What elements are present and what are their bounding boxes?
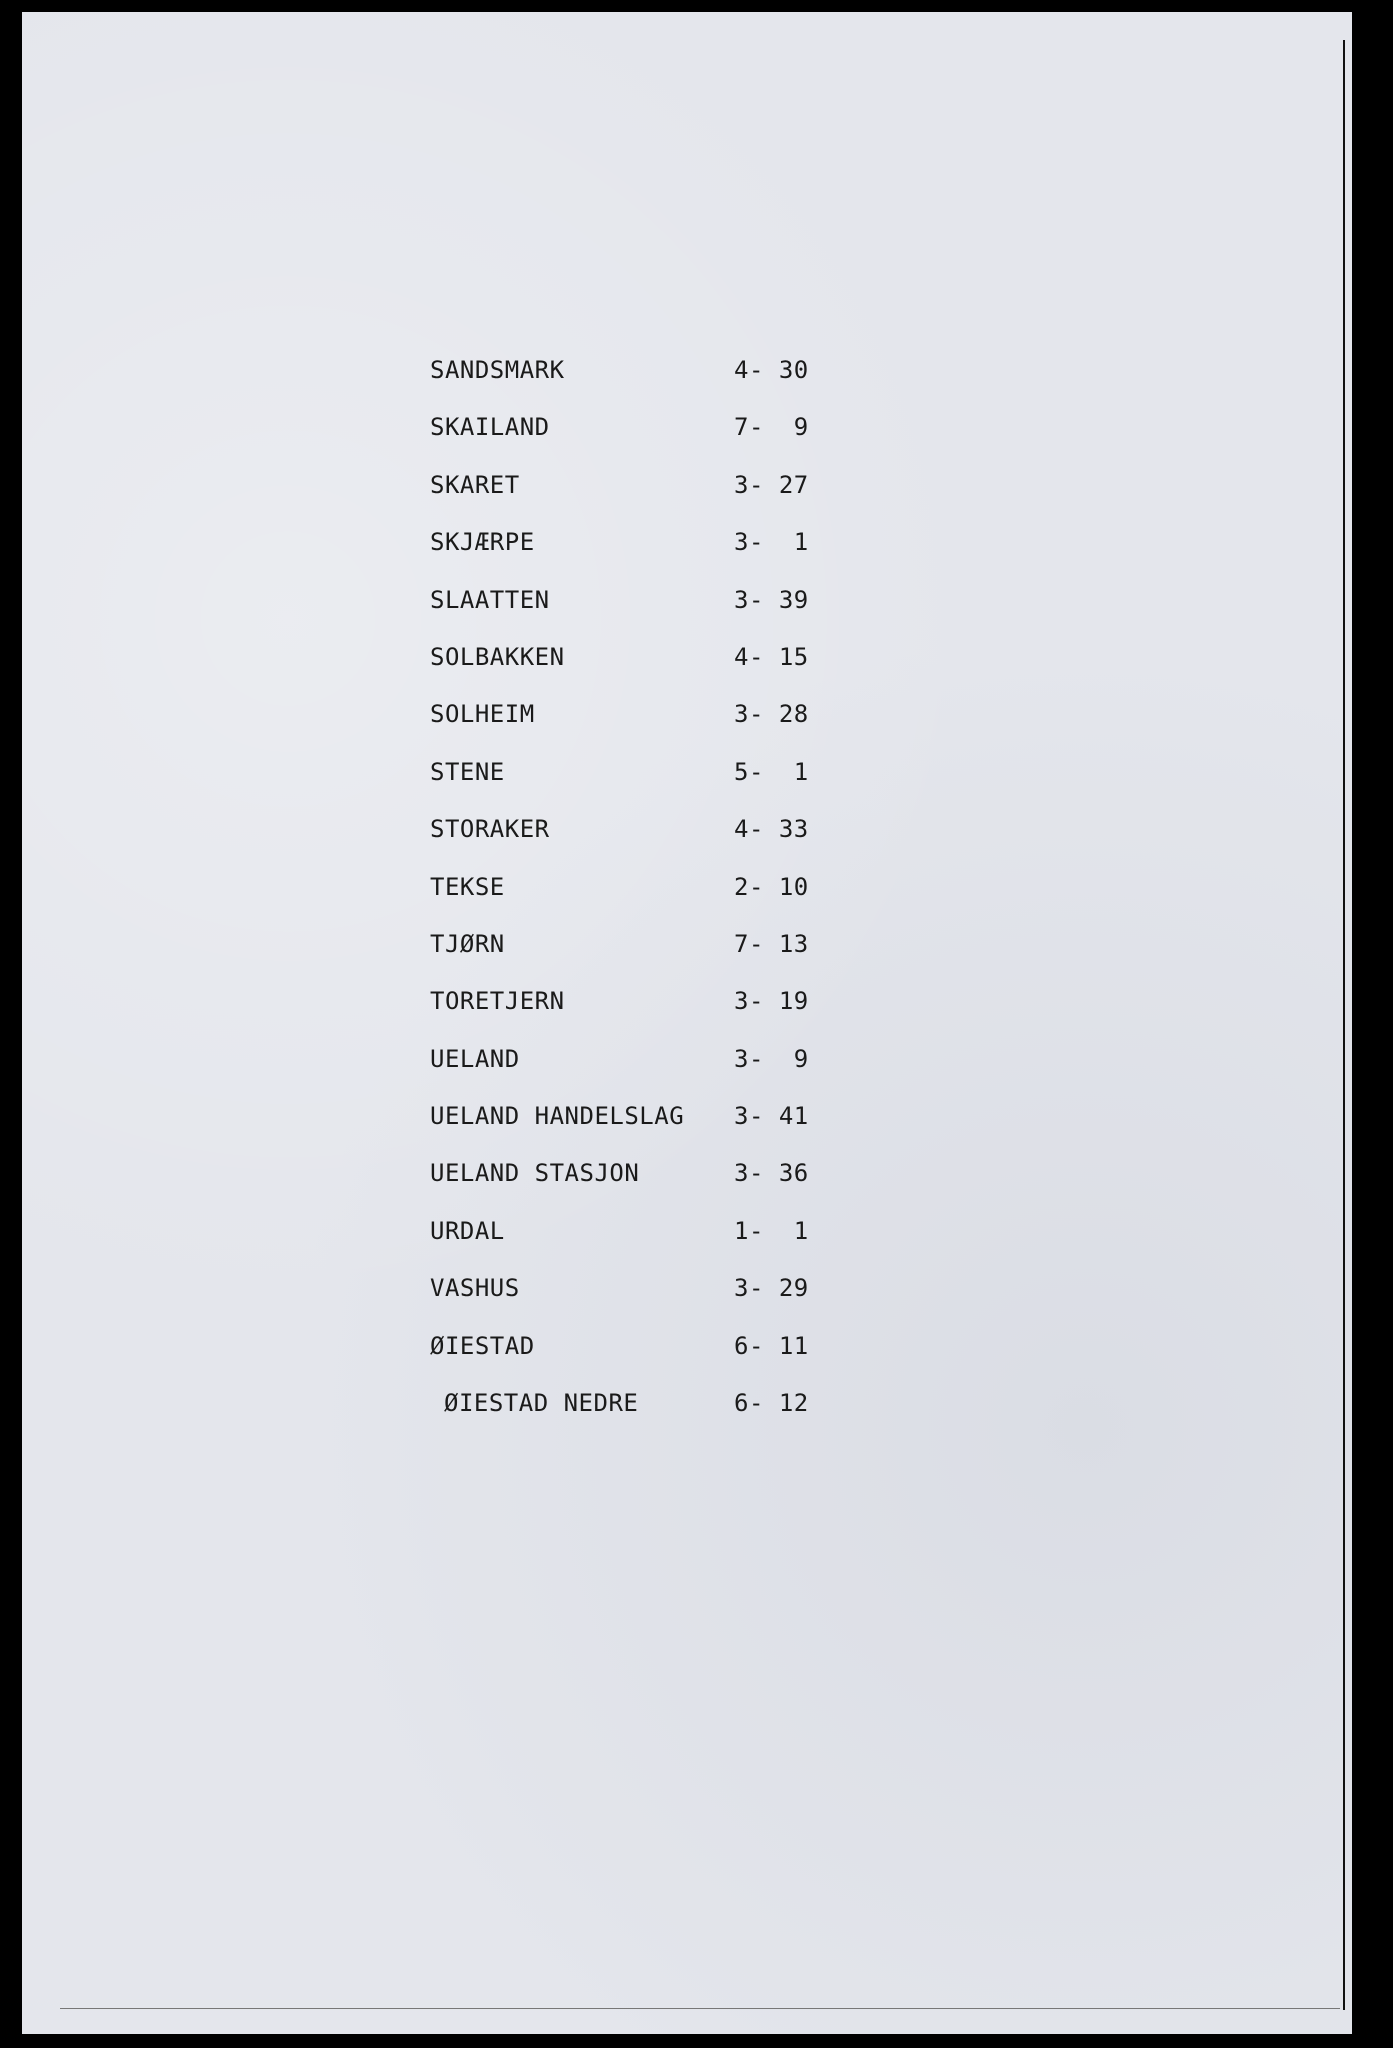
entry-name: TORETJERN: [430, 987, 565, 1016]
entry-name: SKAILAND: [430, 413, 550, 442]
list-item: [430, 352, 850, 409]
entry-reference: 1- 1: [734, 1216, 809, 1245]
list-item: [430, 1213, 850, 1270]
entry-name: VASHUS: [430, 1274, 520, 1303]
list-item: [430, 696, 850, 753]
list-item: [430, 869, 850, 926]
list-item: [430, 983, 850, 1040]
entry-name: TJØRN: [430, 929, 505, 958]
entry-reference: 3- 29: [734, 1274, 809, 1303]
entry-name: SKJÆRPE: [430, 528, 535, 557]
list-item: [430, 467, 850, 524]
entry-reference: 3- 19: [734, 987, 809, 1016]
entry-name: ØIESTAD: [430, 1331, 535, 1360]
list-item: [430, 639, 850, 696]
list-item: [430, 524, 850, 581]
list-item: [430, 409, 850, 466]
entry-reference: 4- 15: [734, 642, 809, 671]
entry-name: STORAKER: [430, 815, 550, 844]
list-item: [430, 582, 850, 639]
entry-name: ØIESTAD NEDRE: [444, 1389, 639, 1418]
entry-reference: 3- 27: [734, 470, 809, 499]
entry-reference: 4- 33: [734, 815, 809, 844]
entry-reference: 3- 41: [734, 1102, 809, 1131]
entry-reference: 4- 30: [734, 356, 809, 384]
entry-reference: 2- 10: [734, 872, 809, 901]
entry-reference: 3- 28: [734, 700, 809, 729]
entry-reference: 3- 9: [734, 1044, 809, 1073]
entry-name: SOLHEIM: [430, 700, 535, 729]
entry-name: SKARET: [430, 470, 520, 499]
entry-reference: 6- 12: [734, 1389, 809, 1418]
entry-name: URDAL: [430, 1216, 505, 1245]
entry-name: SLAATTEN: [430, 585, 550, 614]
entry-reference: 3- 39: [734, 585, 809, 614]
entry-name: SOLBAKKEN: [430, 642, 565, 671]
page-edge-right: [1343, 40, 1345, 2010]
entry-name: STENE: [430, 757, 505, 786]
page-edge-bottom: [60, 2008, 1340, 2009]
entry-name: UELAND: [430, 1044, 520, 1073]
list-item: [430, 1155, 850, 1212]
list-item: [430, 1385, 850, 1442]
list-item: [430, 811, 850, 868]
list-item: [430, 1328, 850, 1385]
entry-reference: 6- 11: [734, 1331, 809, 1360]
entry-reference: 3- 36: [734, 1159, 809, 1188]
entry-name: UELAND STASJON: [430, 1159, 640, 1188]
list-item: [430, 926, 850, 983]
entry-name: TEKSE: [430, 872, 505, 901]
entry-reference: 5- 1: [734, 757, 809, 786]
list-item: [430, 1098, 850, 1155]
entry-reference: 3- 1: [734, 528, 809, 557]
entry-reference: 7- 9: [734, 413, 809, 442]
list-item: [430, 754, 850, 811]
entry-name: UELAND HANDELSLAG: [430, 1102, 685, 1131]
list-item: [430, 1270, 850, 1327]
entry-name: SANDSMARK: [430, 356, 565, 384]
place-name-index: [430, 352, 850, 1442]
entry-reference: 7- 13: [734, 929, 809, 958]
list-item: [430, 1041, 850, 1098]
